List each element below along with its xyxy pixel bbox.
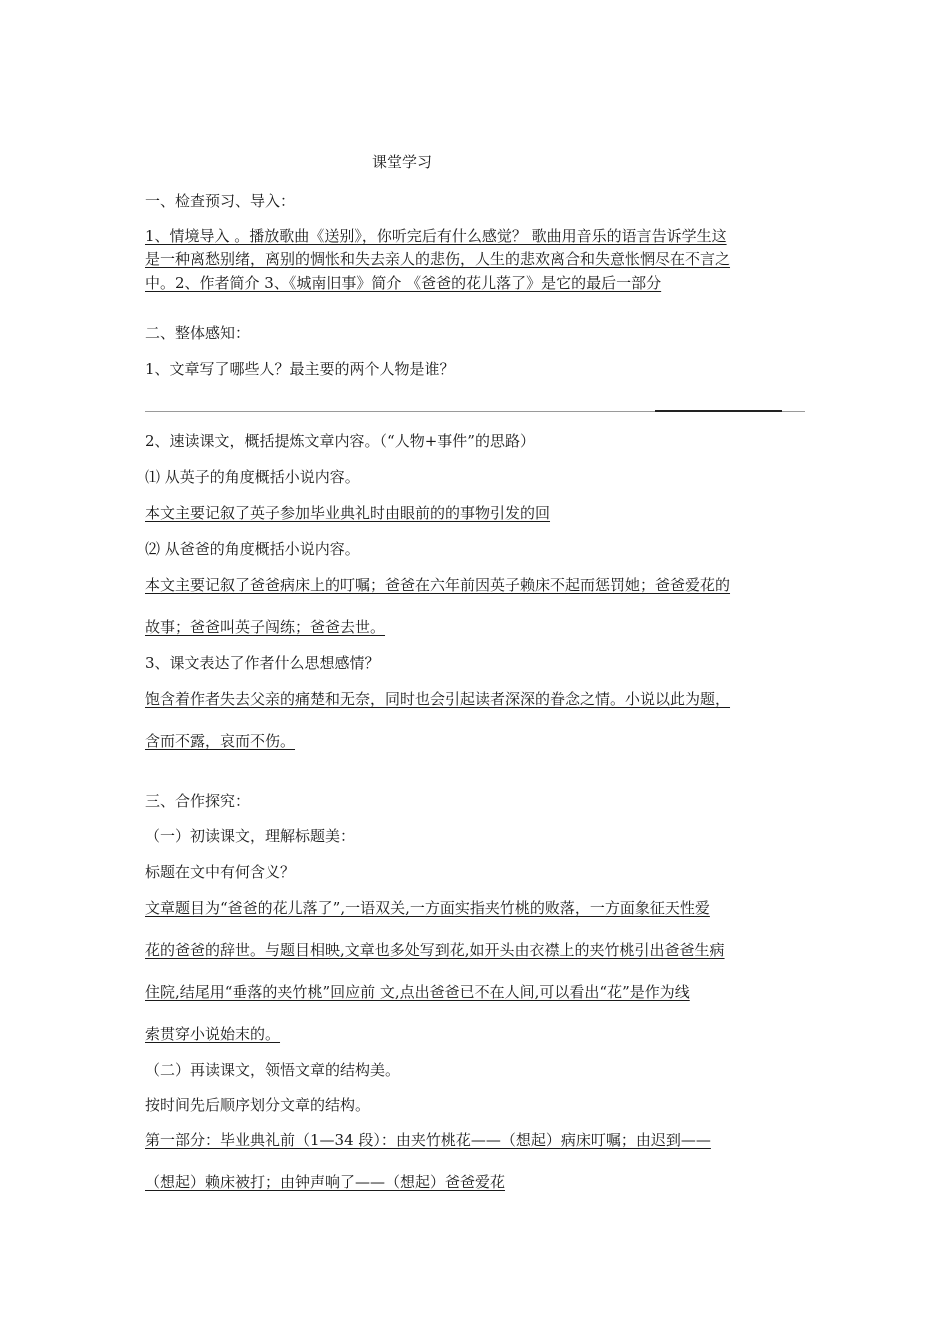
page-title: 课堂学习 [372, 153, 433, 171]
answer-line: 花的爸爸的辞世。与题目相映,文章也多处写到花,如开头由衣襟上的夹竹桃引出爸爸生病 [145, 941, 725, 959]
section-heading-3: 三、合作探究： [145, 792, 251, 810]
section-heading-2: 二、整体感知： [145, 324, 251, 342]
answer-line: 本文主要记叙了英子参加毕业典礼时由眼前的的事物引发的回 [145, 504, 551, 522]
answer-line: （想起）赖床被打；由钟声响了——（想起）爸爸爱花 [145, 1173, 506, 1191]
sub-question: ⑵ 从爸爸的角度概括小说内容。 [145, 540, 360, 558]
paragraph-line: 中。2、作者简介 3、《城南旧事》简介 《爸爸的花儿落了》是它的最后一部分 [145, 274, 662, 292]
answer-line: 故事；爸爸叫英子闯练；爸爸去世。 [145, 618, 386, 636]
answer-line: 第一部分：毕业典礼前（1—34 段）：由夹竹桃花——（想起）病床叮嘱；由迟到—— [145, 1131, 711, 1149]
paragraph-line: 1、情境导入 。播放歌曲《送别》，你听完后有什么感觉？ 歌曲用音乐的语言告诉学生这 [145, 227, 727, 245]
sub-heading: （二）再读课文，领悟文章的结构美。 [145, 1061, 401, 1079]
question: 按时间先后顺序划分文章的结构。 [145, 1096, 371, 1114]
answer-line: 文章题目为“爸爸的花儿落了”,一语双关,一方面实指夹竹桃的败落，一方面象征天性爱 [145, 899, 710, 917]
question: 2、速读课文，概括提炼文章内容。（“人物+事件”的思路） [145, 432, 535, 450]
section-heading-1: 一、检查预习、导入： [145, 192, 296, 210]
question: 标题在文中有何含义？ [145, 863, 296, 881]
question: 3、课文表达了作者什么思想感情？ [145, 654, 380, 672]
sub-question: ⑴ 从英子的角度概括小说内容。 [145, 468, 360, 486]
sub-heading: （一）初读课文，理解标题美： [145, 827, 356, 845]
answer-blank-line-accent [655, 410, 782, 412]
answer-line: 本文主要记叙了爸爸病床上的叮嘱；爸爸在六年前因英子赖床不起而惩罚她；爸爸爱花的 [145, 576, 731, 594]
answer-line: 住院,结尾用“垂落的夹竹桃”回应前 文,点出爸爸已不在人间,可以看出“花”是作为线 [145, 983, 690, 1001]
answer-line: 饱含着作者失去父亲的痛楚和无奈，同时也会引起读者深深的眷念之情。小说以此为题， [145, 690, 731, 708]
paragraph-line: 是一种离愁别绪，离别的惆怅和失去亲人的悲伤，人生的悲欢离合和失意怅惘尽在不言之 [145, 250, 731, 268]
answer-line: 索贯穿小说始末的。 [145, 1025, 281, 1043]
answer-line: 含而不露，哀而不伤。 [145, 732, 296, 750]
question: 1、文章写了哪些人？最主要的两个人物是谁？ [145, 360, 455, 378]
